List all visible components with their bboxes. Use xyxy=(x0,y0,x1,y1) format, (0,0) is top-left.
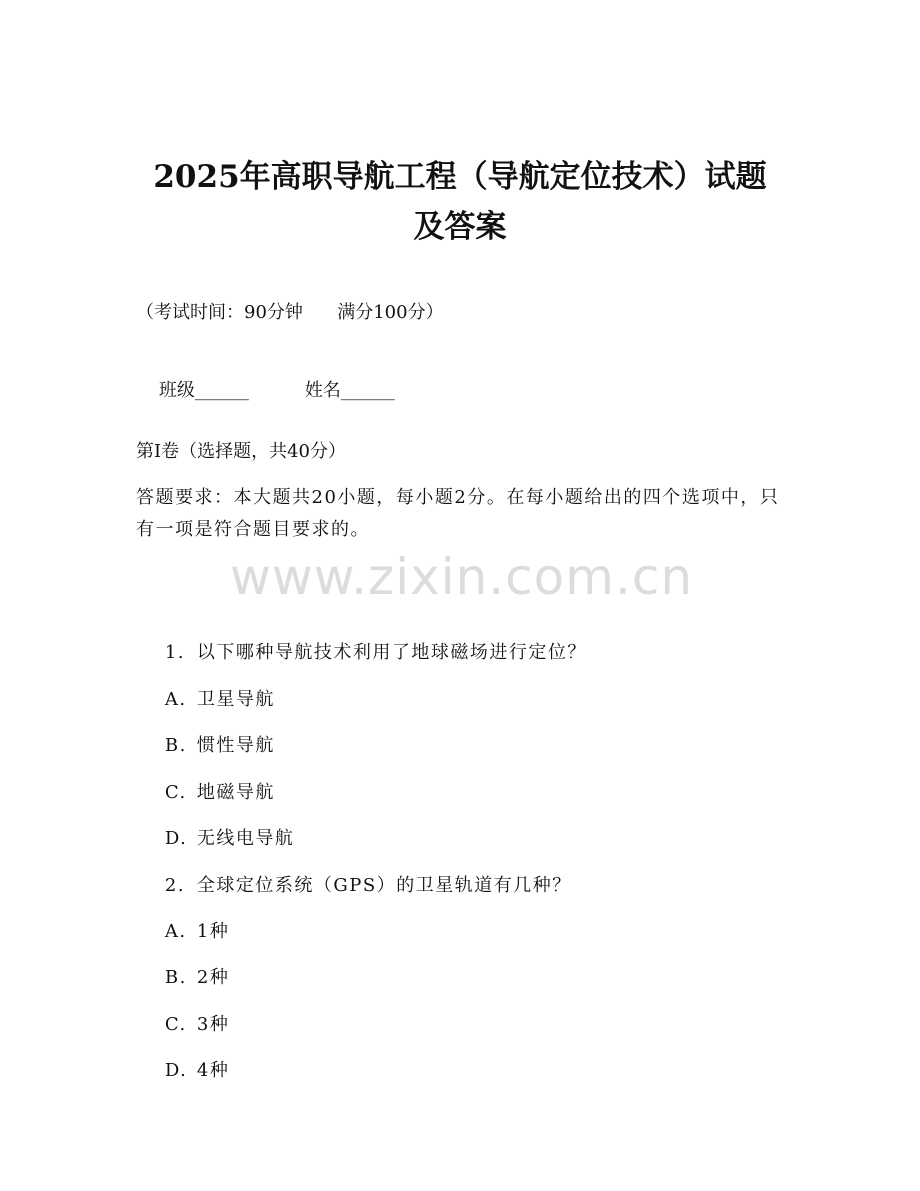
option-label: D. xyxy=(164,828,188,849)
question-number: 2. xyxy=(164,875,186,896)
question-text: 以下哪种导航技术利用了地球磁场进行定位？ xyxy=(196,642,587,663)
class-field: 班级______ xyxy=(158,380,249,401)
option-text: 3种 xyxy=(196,1014,230,1035)
option-text: 2种 xyxy=(196,967,230,988)
option-text: 1种 xyxy=(196,921,230,942)
title-line-1: 2025年高职导航工程（导航定位技术）试题 xyxy=(153,159,767,195)
student-fields xyxy=(136,346,395,436)
name-field: 姓名______ xyxy=(304,380,395,401)
option-label: D. xyxy=(164,1060,188,1081)
section-title: 第I卷（选择题，共40分） xyxy=(136,441,347,462)
document-title xyxy=(60,152,860,252)
watermark: www.zixin.com.cn xyxy=(230,548,694,606)
option-label: B. xyxy=(164,735,187,756)
option-text: 4种 xyxy=(196,1060,230,1081)
option-label: C. xyxy=(164,782,187,803)
option-label: A. xyxy=(164,921,187,942)
option-label: A. xyxy=(164,689,187,710)
option-2d xyxy=(136,1026,229,1116)
instructions: 答题要求：本大题共20小题，每小题2分。在每小题给出的四个选项中，只有一项是符合题目要求的。 xyxy=(136,487,780,540)
title-line-2: 及答案 xyxy=(413,209,507,245)
option-text: 卫星导航 xyxy=(196,689,275,710)
question-number: 1. xyxy=(164,642,186,663)
question-text: 全球定位系统（GPS）的卫星轨道有几种？ xyxy=(196,875,572,896)
exam-info: （考试时间：90分钟 满分100分） xyxy=(136,302,444,323)
option-text: 惯性导航 xyxy=(196,735,275,756)
option-text: 地磁导航 xyxy=(196,782,275,803)
option-label: B. xyxy=(164,967,187,988)
option-label: C. xyxy=(164,1014,187,1035)
option-text: 无线电导航 xyxy=(196,828,295,849)
